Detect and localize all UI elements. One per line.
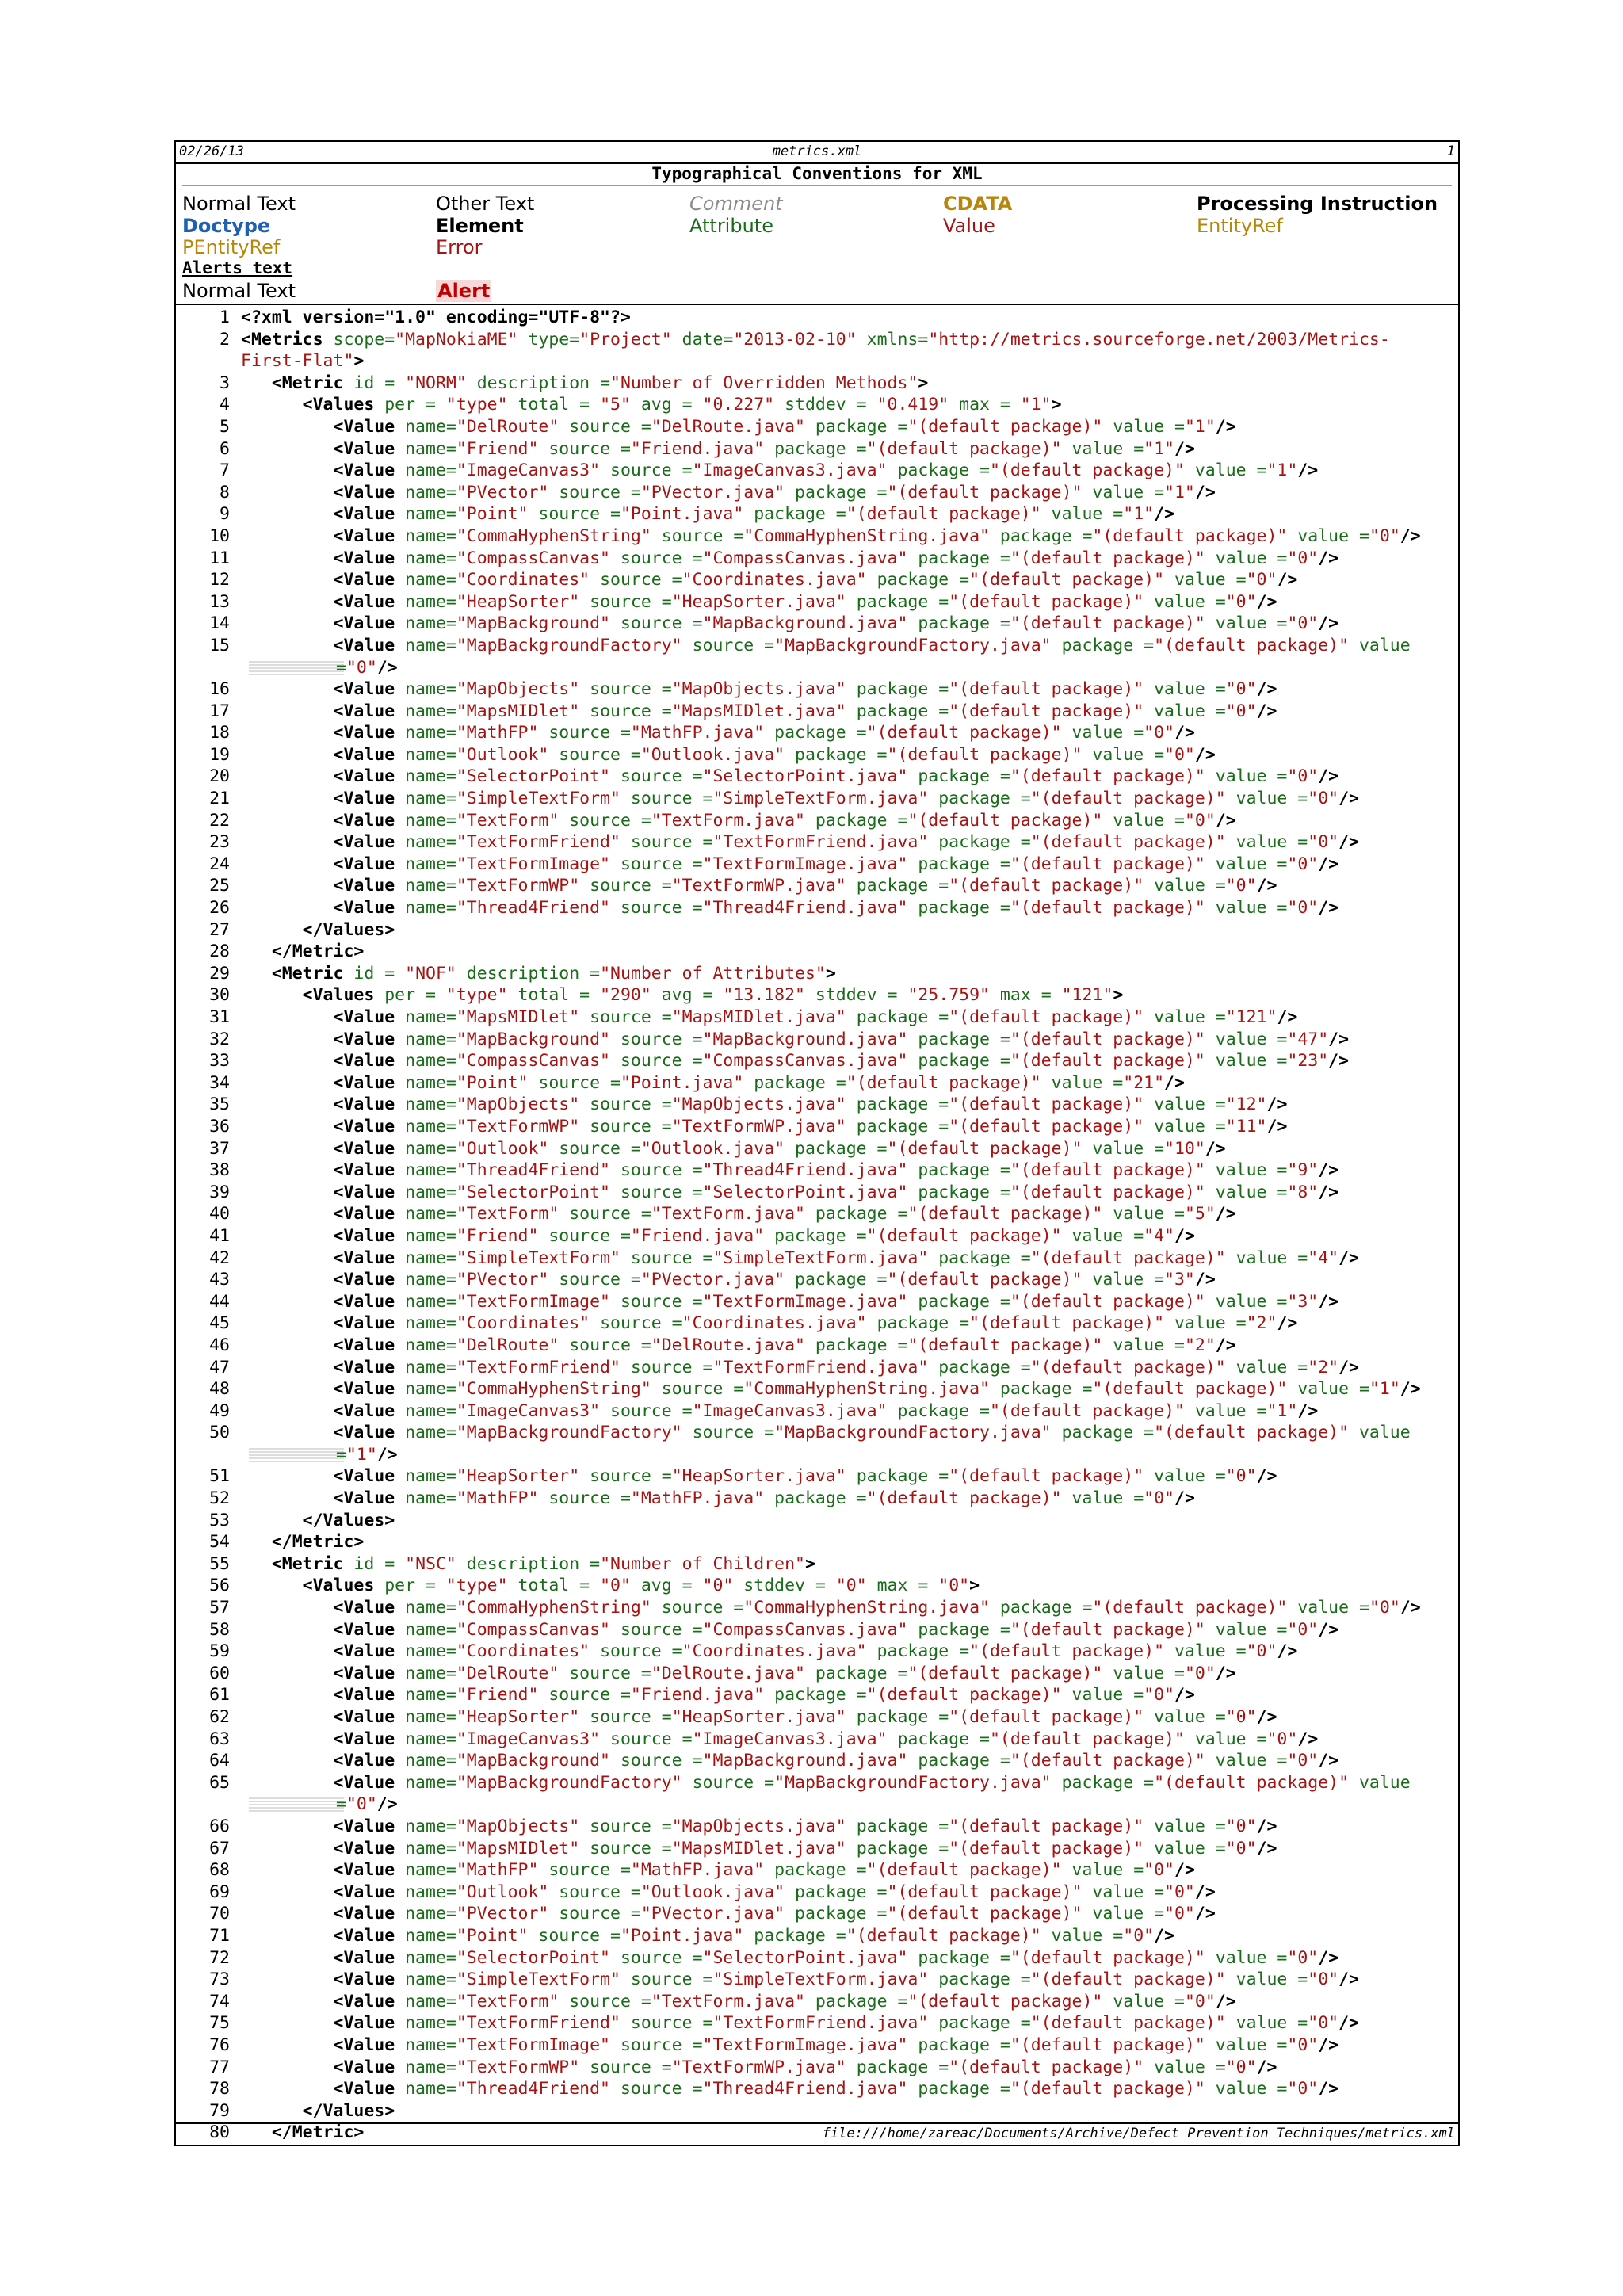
line-text: </Values> [302,2100,395,2121]
line-number: 57 [209,1598,230,1618]
code-line [176,350,1458,372]
line-text: <Value name="Outlook" source ="Outlook.java" package ="(default package)" value ="0"/> [333,744,1216,765]
code-line [176,1794,1458,1816]
line-text: <Value name="MathFP" source ="MathFP.java" package ="(default package)" value ="0"/> [333,1488,1195,1509]
line-text: <Value name="HeapSorter" source ="HeapSorter.java" package ="(default package)" value ="0"/> [333,1707,1277,1727]
line-number: 5 [220,416,230,437]
code-line [176,941,1458,963]
line-number: 32 [209,1029,230,1049]
line-number: 29 [209,963,230,984]
code-line [176,1203,1458,1225]
legend-attribute: Attribute [689,215,773,237]
line-number: 80 [209,2122,230,2143]
code-line [176,1159,1458,1182]
line-number: 9 [220,504,230,525]
line-number: 27 [209,919,230,940]
legend-pentity-ref: PEntityRef [182,236,281,258]
code-line [176,1903,1458,1925]
line-text: <Value name="MapBackground" source ="MapBackground.java" package ="(default package)" value ="0"/> [333,613,1339,634]
line-number: 7 [220,460,230,481]
line-text: <Value name="CommaHyphenString" source ="CommaHyphenString.java" package ="(default package)" value ="0"/> [333,1598,1421,1618]
line-number: 47 [209,1357,230,1377]
code-line [176,1357,1458,1379]
line-number: 64 [209,1751,230,1771]
line-number: 56 [209,1576,230,1596]
code-line [176,1488,1458,1510]
code-line [176,1422,1458,1444]
code-line [176,919,1458,942]
code-line [176,2034,1458,2057]
line-text: <Metrics scope="MapNokiaME" type="Project" date="2013-02-10" xmlns="http://metrics.sourceforge.net/2003/Metrics- [241,329,1390,350]
line-text: <Value name="MapObjects" source ="MapObjects.java" package ="(default package)" value ="0"/> [333,679,1277,700]
code-line [176,1007,1458,1029]
code-listing [176,307,1458,2144]
line-number: 51 [209,1466,230,1487]
line-text: <Value name="ImageCanvas3" source ="ImageCanvas3.java" package ="(default package)" value ="1"/> [333,460,1319,481]
line-number: 63 [209,1729,230,1749]
line-text: <Value name="Point" source ="Point.java" package ="(default package)" value ="0"/> [333,1925,1174,1946]
line-number: 76 [209,2034,230,2055]
line-text: <Value name="CompassCanvas" source ="CompassCanvas.java" package ="(default package)" value ="0"/> [333,1619,1339,1640]
line-number: 14 [209,613,230,634]
code-line [176,525,1458,548]
line-number: 78 [209,2079,230,2099]
code-line [176,1553,1458,1576]
line-text: <Value name="CommaHyphenString" source ="CommaHyphenString.java" package ="(default package)" value ="0"/> [333,525,1421,546]
line-text: <Value name="HeapSorter" source ="HeapSorter.java" package ="(default package)" value ="0"/> [333,1466,1277,1487]
legend-cdata: CDATA [943,193,1013,215]
line-text: <Value name="ImageCanvas3" source ="ImageCanvas3.java" package ="(default package)" value ="1"/> [333,1400,1319,1421]
line-text: <Value name="Coordinates" source ="Coordinates.java" package ="(default package)" value ="0"/> [333,1641,1298,1662]
line-text: <Value name="CommaHyphenString" source ="CommaHyphenString.java" package ="(default package)" value ="1"/> [333,1379,1421,1400]
code-line [176,569,1458,591]
code-line [176,1072,1458,1095]
code-line [176,1291,1458,1313]
line-text: <Value name="Friend" source ="Friend.java" package ="(default package)" value ="4"/> [333,1225,1195,1246]
line-text: <Value name="TextFormWP" source ="TextFormWP.java" package ="(default package)" value ="0"/> [333,2057,1277,2077]
legend-doctype: Doctype [182,215,271,237]
line-number: 48 [209,1379,230,1400]
line-number: 72 [209,1947,230,1968]
header-filename: metrics.xml [772,143,862,159]
code-line [176,1225,1458,1247]
line-text: <Value name="MapsMIDlet" source ="MapsMIDlet.java" package ="(default package)" value ="0"/> [333,701,1277,721]
line-text: <Value name="TextFormWP" source ="TextFormWP.java" package ="(default package)" value ="0"/> [333,876,1277,896]
code-line [176,1925,1458,1947]
legend-alert: Alert [437,280,491,302]
line-number: 26 [209,898,230,919]
code-line [176,307,1458,329]
line-number: 75 [209,2013,230,2034]
code-line [176,1663,1458,1685]
line-text: ="0"/> [241,1794,398,1816]
line-number: 61 [209,1685,230,1706]
conventions-title: Typographical Conventions for XML [651,164,983,183]
header-date: 02/26/13 [179,143,244,159]
line-text: <Value name="DelRoute" source ="DelRoute.java" package ="(default package)" value ="0"/> [333,1663,1236,1683]
code-line [176,831,1458,854]
line-number: 10 [209,525,230,546]
code-line [176,1575,1458,1597]
line-number: 2 [220,329,230,350]
xml-declaration: <?xml version="1.0" encoding="UTF-8"?> [241,308,631,327]
line-number [176,350,241,372]
legend-entity-ref: EntityRef [1197,215,1283,237]
line-number: 77 [209,2057,230,2077]
code-line [176,1816,1458,1838]
line-number: 73 [209,1969,230,1990]
line-number: 55 [209,1553,230,1574]
legend-value: Value [943,215,995,237]
line-text: <Value name="CompassCanvas" source ="CompassCanvas.java" package ="(default package)" value ="0"/> [333,548,1339,568]
line-number: 69 [209,1881,230,1902]
line-text: </Values> [302,1510,395,1530]
line-text: </Metric> [271,942,365,962]
line-text: <Value name="PVector" source ="PVector.java" package ="(default package)" value ="0"/> [333,1904,1216,1924]
line-number: 50 [209,1423,230,1443]
line-number: 15 [209,635,230,655]
line-number: 59 [209,1641,230,1662]
code-line [176,548,1458,570]
line-number: 62 [209,1707,230,1727]
line-number: 20 [209,766,230,787]
line-text: <Values per = "type" total = "0" avg = "0" stddev = "0" max = "0"> [302,1576,980,1596]
footer-file-path: file:///home/zareac/Documents/Archive/Defect Prevention Techniques/metrics.xml [822,2126,1455,2141]
line-text: <Value name="MapBackgroundFactory" source ="MapBackgroundFactory.java" package ="(default package)" value [333,635,1411,655]
line-number [176,1794,241,1816]
line-text: <Value name="TextFormImage" source ="TextFormImage.java" package ="(default package)" value ="3"/> [333,1291,1339,1312]
line-text: ="0"/> [241,657,398,679]
line-text: <Value name="Coordinates" source ="Coordinates.java" package ="(default package)" value ="0"/> [333,570,1298,590]
line-text: <Value name="Outlook" source ="Outlook.java" package ="(default package)" value ="0"/> [333,1881,1216,1902]
line-text: <Value name="MapBackgroundFactory" source ="MapBackgroundFactory.java" package ="(default package)" value [333,1423,1411,1443]
code-line [176,1094,1458,1116]
code-line [176,2100,1458,2122]
line-number: 34 [209,1072,230,1093]
code-line [176,1706,1458,1729]
line-text: <Value name="MathFP" source ="MathFP.java" package ="(default package)" value ="0"/> [333,1860,1195,1881]
line-number: 4 [220,395,230,415]
line-text: <Value name="Point" source ="Point.java" package ="(default package)" value ="1"/> [333,504,1174,525]
code-line [176,1510,1458,1532]
code-line [176,372,1458,395]
line-number: 37 [209,1138,230,1159]
code-line [176,1400,1458,1423]
line-number: 18 [209,723,230,743]
code-line [176,788,1458,810]
line-text: <Metric id = "NORM" description ="Number of Overridden Methods"> [271,372,929,393]
code-line [176,1684,1458,1706]
code-line [176,766,1458,788]
code-line [176,1838,1458,1860]
code-line [176,854,1458,876]
legend-comment: Comment [689,193,783,215]
code-line [176,460,1458,482]
line-text: <Value name="Friend" source ="Friend.java" package ="(default package)" value ="1"/> [333,438,1195,459]
line-number: 1 [220,308,230,327]
code-line [176,1465,1458,1488]
code-line [176,1247,1458,1270]
line-text: <Value name="Thread4Friend" source ="Thread4Friend.java" package ="(default package)" value ="9"/> [333,1160,1339,1181]
line-text: <Value name="SelectorPoint" source ="SelectorPoint.java" package ="(default package)" value ="8"/> [333,1182,1339,1202]
code-line [176,1029,1458,1051]
code-line [176,613,1458,635]
code-line [176,744,1458,766]
code-line [176,1182,1458,1204]
legend-element: Element [436,215,524,237]
line-text: <Value name="SelectorPoint" source ="SelectorPoint.java" package ="(default package)" value ="0"/> [333,766,1339,787]
line-text: <Value name="PVector" source ="PVector.java" package ="(default package)" value ="3"/> [333,1270,1216,1290]
line-number: 8 [220,482,230,502]
conventions-legend [182,193,1450,302]
line-number: 24 [209,854,230,874]
line-text: <Value name="DelRoute" source ="DelRoute.java" package ="(default package)" value ="2"/> [333,1335,1236,1355]
code-line [176,963,1458,985]
page-header [176,142,1458,164]
line-text: <Value name="HeapSorter" source ="HeapSorter.java" package ="(default package)" value ="0"/> [333,591,1277,612]
legend-error: Error [436,236,483,258]
wrap-marker [249,1797,344,1812]
line-number: 19 [209,744,230,765]
code-line [176,1947,1458,1969]
line-number: 58 [209,1619,230,1640]
line-text: <Value name="TextFormFriend" source ="TextFormFriend.java" package ="(default package)" value ="0"/> [333,832,1359,853]
code-line [176,2057,1458,2079]
legend-divider [176,304,1458,305]
line-number: 22 [209,810,230,831]
line-number: 66 [209,1816,230,1836]
line-text [241,307,631,329]
line-number [176,1444,241,1466]
line-text: <Value name="SimpleTextForm" source ="SimpleTextForm.java" package ="(default package)" value ="4"/> [333,1247,1359,1268]
code-line [176,1859,1458,1881]
line-text: <Value name="SelectorPoint" source ="SelectorPoint.java" package ="(default package)" value ="0"/> [333,1947,1339,1968]
line-number: 70 [209,1904,230,1924]
code-line [176,1641,1458,1663]
code-line [176,1116,1458,1138]
code-line [176,1729,1458,1751]
line-number: 16 [209,679,230,700]
line-text: <Value name="TextFormImage" source ="TextFormImage.java" package ="(default package)" value ="0"/> [333,2034,1339,2055]
line-text: <Value name="MathFP" source ="MathFP.java" package ="(default package)" value ="0"/> [333,723,1195,743]
line-text: <Value name="TextForm" source ="TextForm.java" package ="(default package)" value ="5"/> [333,1204,1236,1224]
line-number: 39 [209,1182,230,1202]
code-line [176,1597,1458,1619]
line-text: <Values per = "type" total = "290" avg = "13.182" stddev = "25.759" max = "121"> [302,985,1124,1006]
line-text: <Value name="MapsMIDlet" source ="MapsMIDlet.java" package ="(default package)" value ="121"/> [333,1007,1298,1027]
code-line [176,1138,1458,1160]
line-number: 42 [209,1247,230,1268]
code-line [176,503,1458,525]
line-number: 12 [209,570,230,590]
line-text: <Value name="Outlook" source ="Outlook.java" package ="(default package)" value ="10"/> [333,1138,1226,1159]
line-number: 71 [209,1925,230,1946]
code-line [176,1969,1458,1991]
line-text: <Value name="CompassCanvas" source ="CompassCanvas.java" package ="(default package)" value ="23"/> [333,1051,1350,1072]
line-number: 65 [209,1772,230,1793]
code-line [176,897,1458,919]
code-line [176,1050,1458,1072]
code-line [176,1378,1458,1400]
code-line [176,1312,1458,1335]
code-line [176,1619,1458,1641]
code-line [176,2012,1458,2034]
line-number: 33 [209,1051,230,1072]
line-number: 67 [209,1838,230,1859]
line-number: 38 [209,1160,230,1181]
line-number: 54 [209,1532,230,1553]
code-line [176,1991,1458,2013]
line-text: <Value name="Friend" source ="Friend.java" package ="(default package)" value ="0"/> [333,1685,1195,1706]
line-number: 30 [209,985,230,1006]
legend-processing-instruction: Processing Instruction [1197,193,1438,215]
line-text: <Value name="TextForm" source ="TextForm.java" package ="(default package)" value ="0"/> [333,810,1236,831]
code-line [176,722,1458,744]
line-number: 74 [209,1991,230,2011]
code-line [176,1772,1458,1794]
wrap-marker [249,661,344,675]
line-number: 40 [209,1204,230,1224]
line-text: <Value name="Coordinates" source ="Coordinates.java" package ="(default package)" value ="2"/> [333,1313,1298,1334]
line-number: 68 [209,1860,230,1881]
line-text: <Value name="TextFormFriend" source ="TextFormFriend.java" package ="(default package)" value ="0"/> [333,2013,1359,2034]
line-number: 52 [209,1488,230,1509]
print-page-frame [174,140,1460,2146]
code-line [176,394,1458,416]
legend-normal-text: Normal Text [182,193,296,215]
line-text: <Value name="PVector" source ="PVector.java" package ="(default package)" value ="1"/> [333,482,1216,502]
line-text: <Value name="Thread4Friend" source ="Thread4Friend.java" package ="(default package)" value ="0"/> [333,898,1339,919]
code-line [176,875,1458,897]
code-line [176,678,1458,701]
legend-other-text: Other Text [436,193,535,215]
legend-alerts-text: Alerts text [182,258,293,277]
line-text: ="1"/> [241,1444,398,1466]
line-text: <Value name="MapBackground" source ="MapBackground.java" package ="(default package)" value ="47"/> [333,1029,1350,1049]
code-line [176,438,1458,460]
line-text: <Value name="Thread4Friend" source ="Thread4Friend.java" package ="(default package)" value ="0"/> [333,2079,1339,2099]
line-number: 3 [220,372,230,393]
line-text: <Values per = "type" total = "5" avg = "0.227" stddev = "0.419" max = "1"> [302,395,1062,415]
wrap-marker [249,1448,344,1462]
line-number: 31 [209,1007,230,1027]
line-text: <Value name="MapBackground" source ="MapBackground.java" package ="(default package)" value ="0"/> [333,1751,1339,1771]
code-line [176,1881,1458,1904]
header-page-number: 1 [1446,143,1455,159]
line-number: 23 [209,832,230,853]
line-number: 36 [209,1116,230,1137]
line-text: <Value name="MapObjects" source ="MapObjects.java" package ="(default package)" value ="12"/> [333,1095,1288,1115]
line-number: 13 [209,591,230,612]
code-line [176,1750,1458,1772]
line-text: <Value name="Point" source ="Point.java" package ="(default package)" value ="21"/> [333,1072,1185,1093]
line-text: <Value name="MapObjects" source ="MapObjects.java" package ="(default package)" value ="0"/> [333,1816,1277,1836]
page-footer [176,2122,1458,2145]
line-number: 79 [209,2100,230,2121]
line-number: 53 [209,1510,230,1530]
line-text: <Value name="TextFormImage" source ="TextFormImage.java" package ="(default package)" value ="0"/> [333,854,1339,874]
line-text: <Value name="MapsMIDlet" source ="MapsMIDlet.java" package ="(default package)" value ="0"/> [333,1838,1277,1859]
line-number: 25 [209,876,230,896]
code-line [176,416,1458,438]
line-number: 45 [209,1313,230,1334]
line-number: 44 [209,1291,230,1312]
line-number: 43 [209,1270,230,1290]
line-number: 6 [220,438,230,459]
code-line [176,701,1458,723]
legend-normal-text-2: Normal Text [182,280,296,302]
code-line [176,657,1458,679]
line-text: First-Flat"> [241,351,365,372]
code-line [176,810,1458,832]
line-number: 46 [209,1335,230,1355]
code-line [176,1269,1458,1291]
line-number: 35 [209,1095,230,1115]
line-number [176,657,241,679]
line-number: 17 [209,701,230,721]
line-text: <Value name="SimpleTextForm" source ="SimpleTextForm.java" package ="(default package)" value ="0"/> [333,789,1359,809]
line-text: <Value name="DelRoute" source ="DelRoute.java" package ="(default package)" value ="1"/> [333,416,1236,437]
code-line [176,591,1458,613]
code-line [176,1531,1458,1553]
code-line [176,2078,1458,2100]
line-number: 28 [209,942,230,962]
line-number: 21 [209,789,230,809]
line-text: <Value name="ImageCanvas3" source ="ImageCanvas3.java" package ="(default package)" value ="0"/> [333,1729,1319,1749]
line-text: <Value name="SimpleTextForm" source ="SimpleTextForm.java" package ="(default package)" value ="0"/> [333,1969,1359,1990]
line-text: <Value name="MapBackgroundFactory" source ="MapBackgroundFactory.java" package ="(default package)" value [333,1772,1411,1793]
line-text: <Value name="TextFormFriend" source ="TextFormFriend.java" package ="(default package)" value ="2"/> [333,1357,1359,1377]
line-number: 11 [209,548,230,568]
code-line [176,984,1458,1007]
line-text: </Metric> [271,2122,365,2143]
code-line [176,482,1458,504]
line-text: <Metric id = "NSC" description ="Number of Children"> [271,1553,815,1574]
code-line [176,1335,1458,1357]
line-number: 49 [209,1400,230,1421]
line-text: </Values> [302,919,395,940]
line-text: <Value name="TextForm" source ="TextForm.java" package ="(default package)" value ="0"/> [333,1991,1236,2011]
line-number: 60 [209,1663,230,1683]
line-text: <Metric id = "NOF" description ="Number of Attributes"> [271,963,836,984]
line-text: </Metric> [271,1532,365,1553]
code-line [176,635,1458,657]
code-line [176,1444,1458,1466]
line-text: <Value name="TextFormWP" source ="TextFormWP.java" package ="(default package)" value ="11"/> [333,1116,1288,1137]
conventions-divider [182,185,1452,186]
line-number: 41 [209,1225,230,1246]
code-line [176,329,1458,351]
